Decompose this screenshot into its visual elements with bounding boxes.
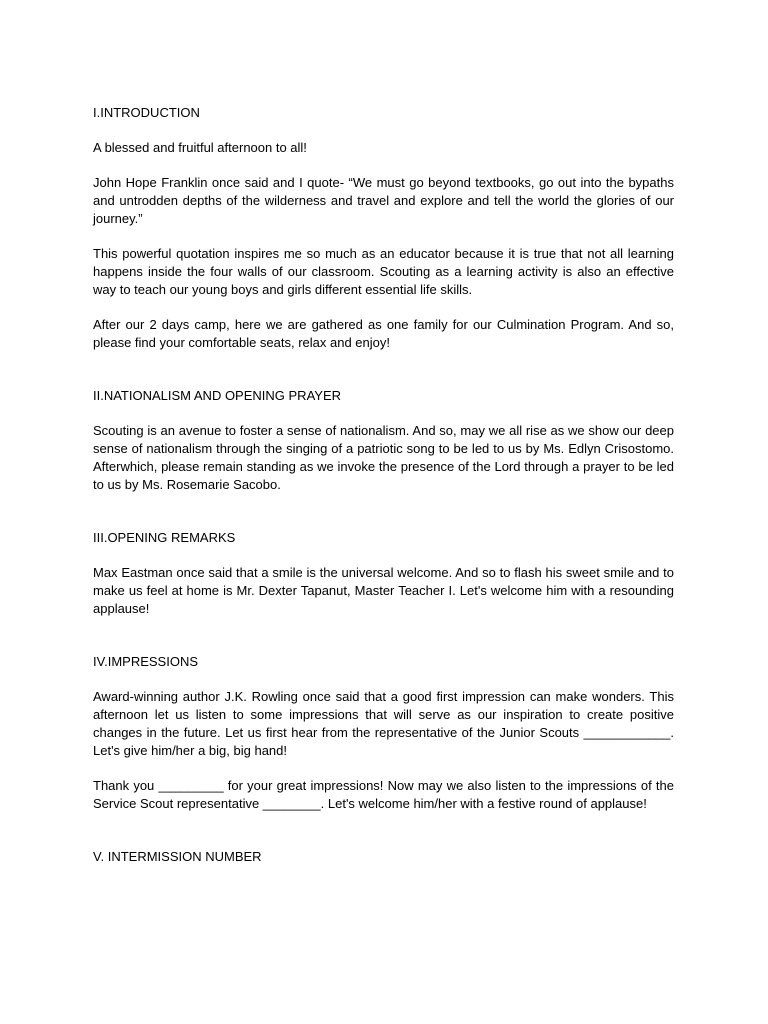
section-intermission-number [93, 848, 674, 866]
paragraph: Max Eastman once said that a smile is the universal welcome. And so to flash his sweet smile and to make us feel at home is Mr. Dexter Tapanut, Master Teacher I. Let's welcome him with a resounding applause! [93, 565, 674, 616]
section-opening-remarks [93, 529, 674, 618]
paragraph: Scouting is an avenue to foster a sense of nationalism. And so, may we all rise as we show our deep sense of nationalism through the singing of a patriotic song to be led to us by Ms. Edlyn Crisostomo. Afterwhich, please remain standing as we invoke the presence of the Lord through a prayer to be led to us by Ms. Rosemarie Sacobo. [93, 423, 674, 492]
section-heading: II.NATIONALISM AND OPENING PRAYER [93, 388, 342, 403]
section-heading: I.INTRODUCTION [93, 105, 200, 120]
section-nationalism-and-opening-prayer [93, 387, 674, 494]
paragraph: After our 2 days camp, here we are gathered as one family for our Culmination Program. And so, please find your comfortable seats, relax and enjoy! [93, 317, 674, 350]
section-impressions [93, 653, 674, 813]
paragraph: Award-winning author J.K. Rowling once said that a good first impression can make wonders. This afternoon let us listen to some impressions that will serve as our inspiration to create positive changes in the future. Let us first hear from the representative of the Junior Scouts ____________. Let's give him/her a big, big hand! [93, 689, 674, 758]
paragraph: This powerful quotation inspires me so much as an educator because it is true that not all learning happens inside the four walls of our classroom. Scouting as a learning activity is also an effective way to teach our young boys and girls different essential life skills. [93, 246, 674, 297]
section-heading: V. INTERMISSION NUMBER [93, 849, 262, 864]
section-heading: IV.IMPRESSIONS [93, 654, 198, 669]
paragraph: John Hope Franklin once said and I quote- “We must go beyond textbooks, go out into the bypaths and untrodden depths of the wilderness and travel and explore and tell the world the glories of our journey.” [93, 175, 674, 226]
paragraph: Thank you _________ for your great impressions! Now may we also listen to the impressions of the Service Scout representative ________. Let's welcome him/her with a festive round of applause! [93, 778, 674, 811]
paragraph: A blessed and fruitful afternoon to all! [93, 140, 307, 155]
section-introduction [93, 104, 674, 352]
document-body [93, 104, 674, 866]
section-heading: III.OPENING REMARKS [93, 530, 236, 545]
